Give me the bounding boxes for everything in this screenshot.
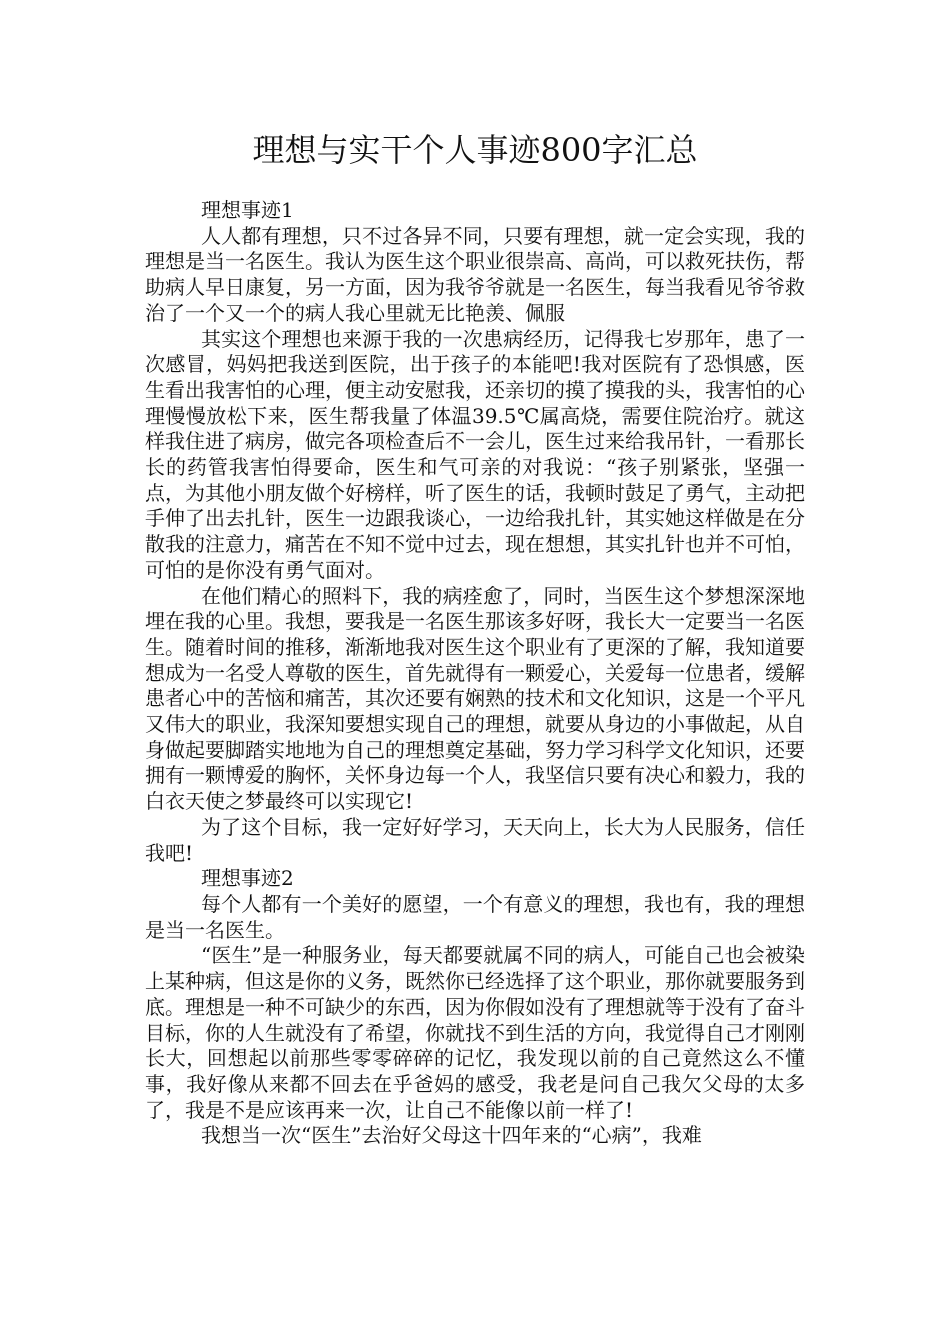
document-title: 理想与实干个人事迹800字汇总 (252, 131, 698, 169)
paragraph: 每个人都有一个美好的愿望，一个有意义的理想，我也有，我的理想是当一名医生。 (145, 891, 805, 942)
document-body (145, 198, 805, 1149)
paragraph: 为了这个目标，我一定好好学习，天天向上，长大为人民服务，信任我吧! (145, 814, 805, 865)
paragraph: 我想当一次“医生”去治好父母这十四年来的“心病”，我难 (201, 1123, 702, 1148)
paragraph: 在他们精心的照料下，我的病痊愈了，同时，当医生这个梦想深深地埋在我的心里。我想，要我是一名医生那该多好呀，我长大一定要当一名医生。随着时间的推移，渐渐地我对医生这个职业有了更深的了解，我知道要想成为一名受人尊敬的医生，首先就得有一颗爱心，关爱每一位患者，缓解患者心中的苦恼和痛苦，其次还要有娴熟的技术和文化知识，这是一个平凡又伟大的职业，我深知要想实现自己的理想，就要从身边的小事做起，从自身做起要脚踏实地地为自己的理想奠定基础，努力学习科学文化知识，还要拥有一颗博爱的胸怀，关怀身边每一个人，我坚信只要有决心和毅力，我的白衣天使之梦最终可以实现它! (145, 583, 805, 814)
paragraph: 其实这个理想也来源于我的一次患病经历，记得我七岁那年，患了一次感冒，妈妈把我送到医院，出于孩子的本能吧!我对医院有了恐惧感，医生看出我害怕的心理，便主动安慰我，还亲切的摸了摸我的头，我害怕的心理慢慢放松下来，医生帮我量了体温39.5℃属高烧，需要住院治疗。就这样我住进了病房，做完各项检查后不一会儿，医生过来给我吊针，一看那长长的药管我害怕得要命，医生和气可亲的对我说：“孩子别紧张，坚强一点，为其他小朋友做个好榜样，听了医生的话，我顿时鼓足了勇气，主动把手伸了出去扎针，医生一边跟我谈心，一边给我扎针，其实她这样做是在分散我的注意力，痛苦在不知不觉中过去，现在想想，其实扎针也并不可怕，可怕的是你没有勇气面对。 (145, 326, 805, 582)
section-heading-2: 理想事迹2 (201, 866, 294, 891)
paragraph: “医生”是一种服务业，每天都要就属不同的病人，可能自己也会被染上某种病，但这是你的义务，既然你已经选择了这个职业，那你就要服务到底。理想是一种不可缺少的东西，因为你假如没有了理想就等于没有了奋斗目标，你的人生就没有了希望，你就找不到生活的方向，我觉得自己才刚刚长大，回想起以前那些零零碎碎的记忆，我发现以前的自己竟然这么不懂事，我好像从来都不回去在乎爸妈的感受，我老是问自己我欠父母的太多了，我是不是应该再来一次，让自己不能像以前一样了! (145, 943, 805, 1122)
section-heading-1: 理想事迹1 (201, 198, 294, 222)
paragraph: 人人都有理想，只不过各异不同，只要有理想，就一定会实现，我的理想是当一名医生。我认为医生这个职业很崇高、高尚，可以救死扶伤，帮助病人早日康复，另一方面，因为我爷爷就是一名医生，每当我看见爷爷救治了一个又一个的病人我心里就无比艳羡、佩服 (145, 223, 805, 325)
